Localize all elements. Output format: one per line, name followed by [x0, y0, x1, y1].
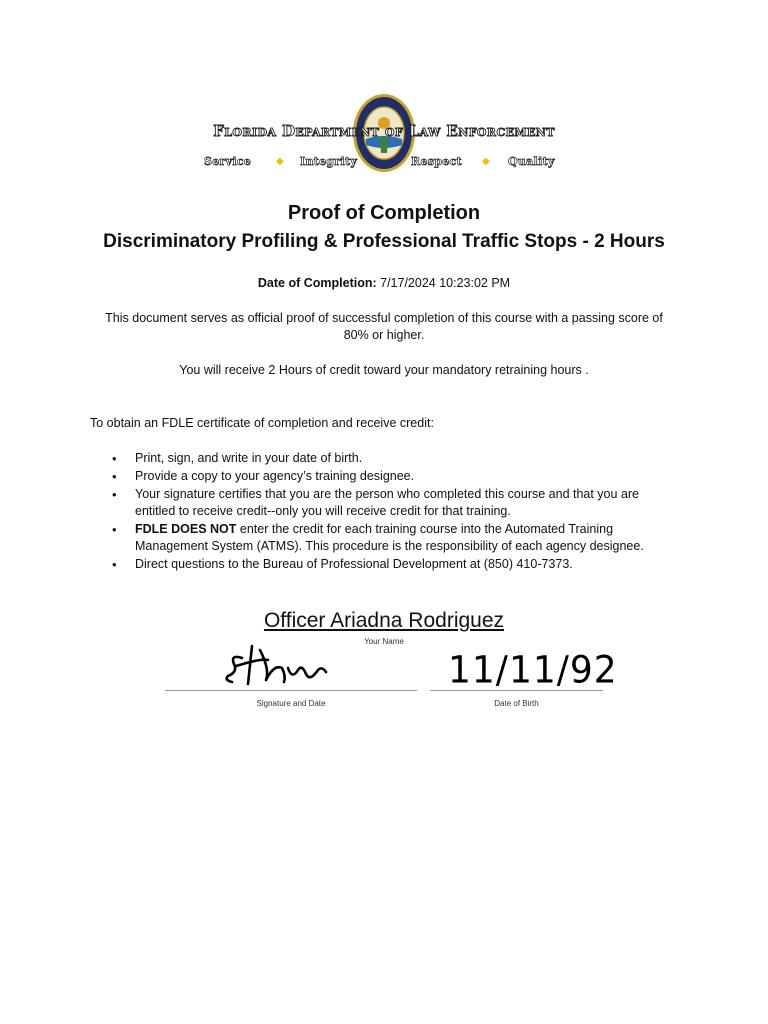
agency-name: Florida Department of Law Enforcement: [213, 122, 555, 140]
page-title: Proof of Completion: [287, 202, 481, 224]
diamond-icon: ◆: [482, 156, 490, 167]
completion-date: [0, 275, 768, 292]
dob-label: Date of Birth: [494, 699, 539, 708]
dob-line: [430, 690, 603, 691]
official-statement: This document serves as official proof of successful completion of this course with a passing score of 80% or higher.: [105, 311, 663, 342]
motto-service: Service: [204, 155, 252, 168]
motto-respect: Respect: [411, 155, 462, 168]
signature-line: [165, 690, 417, 691]
agency-motto: [196, 155, 572, 173]
your-name-label: Your Name: [364, 637, 404, 646]
officer-name: Officer Ariadna Rodriguez: [263, 609, 505, 632]
handwritten-signature: [222, 640, 332, 694]
list-item: • Provide a copy to your agency’s training designee.: [110, 468, 670, 485]
signature-label: Signature and Date: [256, 699, 326, 708]
course-title: Discriminatory Profiling & Professional Traffic Stops - 2 Hours: [103, 231, 665, 252]
instructions-intro: To obtain an FDLE certificate of completion and receive credit:: [90, 416, 434, 430]
completion-date-label: Date of Completion:: [257, 276, 377, 290]
handwritten-dob: 11/11/92: [448, 648, 618, 693]
list-item: • Your signature certifies that you are the person who completed this course and that you are entitled to receive credit--only you will receive credit for that training.: [110, 486, 670, 520]
list-item: • Direct questions to the Bureau of Professional Development at (850) 410-7373.: [110, 556, 670, 573]
completion-date-value: 7/17/2024 10:23:02 PM: [380, 276, 511, 290]
list-item: • FDLE DOES NOT enter the credit for each training course into the Automated Training Management System (ATMS). This procedure is the responsibility of each agency designee.: [110, 521, 670, 555]
diamond-icon: ◆: [276, 156, 284, 167]
motto-integrity: Integrity: [300, 155, 358, 168]
motto-quality: Quality: [508, 155, 555, 168]
instructions-list: [110, 450, 670, 574]
credit-statement: You will receive 2 Hours of credit toward your mandatory retraining hours .: [179, 363, 589, 377]
list-item: • Print, sign, and write in your date of birth.: [110, 450, 670, 467]
